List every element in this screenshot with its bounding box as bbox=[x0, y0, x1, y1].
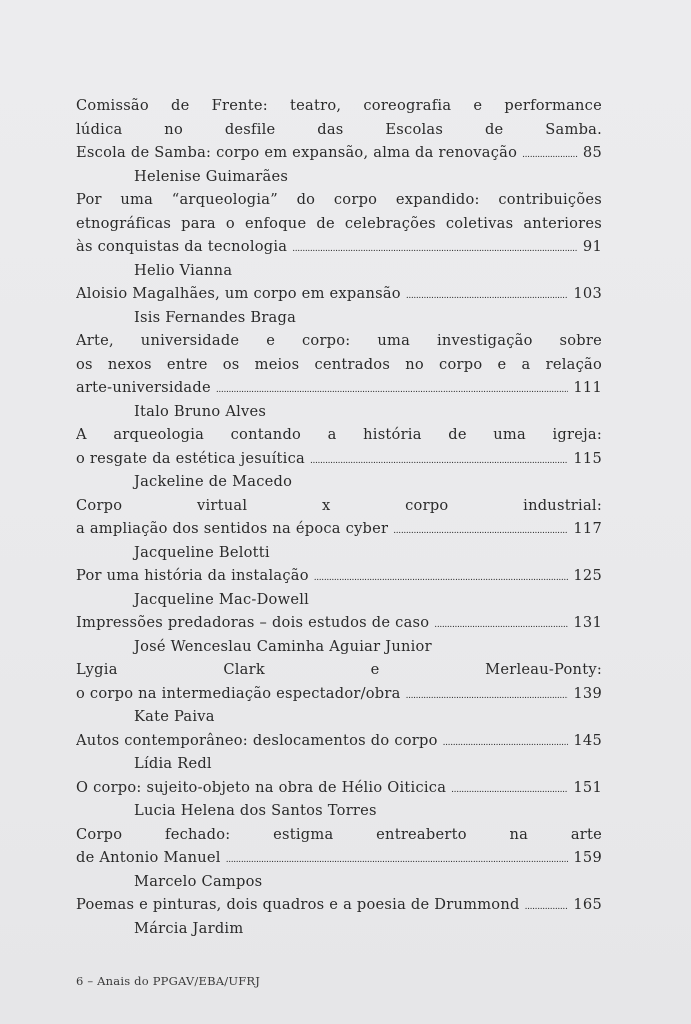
page-number: 159 bbox=[573, 849, 602, 866]
toc-title-line: A arqueologia contando a história de uma igreja: bbox=[76, 426, 602, 443]
toc-title-line: Arte, universidade e corpo: uma investigação sobre bbox=[76, 332, 602, 349]
toc-entry bbox=[76, 282, 602, 329]
toc-entry bbox=[76, 564, 602, 611]
toc-title-line: Comissão de Frente: teatro, coreografia e performance bbox=[76, 97, 602, 114]
dot-leader bbox=[406, 282, 569, 306]
toc-entry bbox=[76, 729, 602, 776]
toc-title-line: Lygia Clark e Merleau-Ponty: bbox=[76, 661, 602, 678]
toc-title-line: Corpo fechado: estigma entreaberto na arte bbox=[76, 825, 602, 843]
toc-entry bbox=[76, 893, 602, 940]
toc-entry bbox=[76, 329, 602, 423]
toc-title-last-line bbox=[76, 682, 602, 706]
toc-title-text: Poemas e pinturas, dois quadros e a poesia de Drummond bbox=[76, 896, 520, 913]
page-number: 139 bbox=[573, 684, 602, 702]
toc-author: Helenise Guimarães bbox=[134, 167, 289, 185]
toc-author: Jacqueline Belotti bbox=[134, 543, 270, 561]
toc-entry bbox=[76, 823, 602, 894]
toc-title-text: Por uma história da instalação bbox=[76, 567, 309, 584]
dot-leader bbox=[443, 729, 569, 753]
toc-author: Márcia Jardim bbox=[134, 919, 244, 937]
page-number: 85 bbox=[582, 144, 602, 161]
toc-author: Italo Bruno Alves bbox=[134, 402, 267, 420]
toc-entry bbox=[76, 776, 602, 823]
page-number: 151 bbox=[573, 778, 602, 796]
toc-title-last-line bbox=[76, 893, 602, 917]
page-number: 125 bbox=[573, 567, 602, 584]
toc-title-text: Escola de Samba: corpo em expansão, alma da renovação bbox=[76, 144, 518, 161]
toc-title-last-line bbox=[76, 846, 602, 870]
dot-leader bbox=[434, 611, 568, 635]
page-number: 131 bbox=[573, 614, 602, 631]
toc-author: José Wenceslau Caminha Aguiar Junior bbox=[134, 637, 432, 655]
toc-title-text: arte-universidade bbox=[76, 379, 211, 396]
dot-leader bbox=[522, 141, 578, 165]
toc-title-line: os nexos entre os meios centrados no corpo e a relação bbox=[76, 355, 602, 373]
dot-leader bbox=[406, 682, 569, 706]
dot-leader bbox=[310, 447, 568, 471]
toc-entry bbox=[76, 423, 602, 494]
toc-author: Kate Paiva bbox=[134, 708, 215, 725]
toc-title-text: O corpo: sujeito-objeto na obra de Hélio Oiticica bbox=[76, 778, 447, 796]
toc-title-text: Autos contemporâneo: deslocamentos do corpo bbox=[76, 731, 438, 749]
toc-title-last-line bbox=[76, 376, 602, 400]
page-number: 103 bbox=[573, 285, 602, 302]
dot-leader bbox=[216, 376, 569, 400]
toc-entry bbox=[76, 188, 602, 282]
dot-leader bbox=[393, 517, 568, 541]
dot-leader bbox=[314, 564, 569, 588]
toc-title-last-line bbox=[76, 282, 602, 306]
toc-author: Jackeline de Macedo bbox=[134, 473, 293, 490]
dot-leader bbox=[226, 846, 569, 870]
toc-title-line: etnográficas para o enfoque de celebrações coletivas anteriores bbox=[76, 214, 602, 232]
dot-leader bbox=[292, 235, 578, 259]
toc-author: Lídia Redl bbox=[134, 755, 212, 772]
page-number: 117 bbox=[573, 520, 602, 537]
toc-title-last-line bbox=[76, 517, 602, 541]
toc-title-last-line bbox=[76, 235, 602, 259]
toc-entry bbox=[76, 494, 602, 565]
page-number: 111 bbox=[573, 379, 602, 396]
page-number: 91 bbox=[582, 238, 602, 255]
page-footer: 6 – Anais do PPGAV/EBA/UFRJ bbox=[76, 974, 261, 988]
toc-title-text: Impressões predadoras – dois estudos de caso bbox=[76, 614, 430, 631]
toc-title-text: a ampliação dos sentidos na época cyber bbox=[76, 520, 389, 537]
toc-title-line: Corpo virtual x corpo industrial: bbox=[76, 496, 602, 514]
toc-title-text: o corpo na intermediação espectador/obra bbox=[76, 684, 401, 702]
toc-entry bbox=[76, 94, 602, 188]
toc-title-last-line bbox=[76, 776, 602, 800]
toc-title-last-line bbox=[76, 447, 602, 471]
toc-author: Isis Fernandes Braga bbox=[134, 308, 297, 326]
page-number: 115 bbox=[573, 449, 602, 467]
toc-title-text: o resgate da estética jesuítica bbox=[76, 449, 305, 467]
toc-title-text: Aloisio Magalhães, um corpo em expansão bbox=[76, 285, 401, 302]
toc-title-last-line bbox=[76, 564, 602, 588]
page-number: 165 bbox=[573, 896, 602, 913]
toc-title-text: de Antonio Manuel bbox=[76, 849, 221, 866]
toc-title-line: Por uma “arqueologia” do corpo expandido: contribuições bbox=[76, 191, 602, 208]
toc-title-last-line bbox=[76, 729, 602, 753]
dot-leader bbox=[451, 776, 568, 800]
toc-author: Lucia Helena dos Santos Torres bbox=[134, 802, 377, 819]
toc-author: Marcelo Campos bbox=[134, 872, 263, 890]
toc-title-last-line bbox=[76, 141, 602, 165]
page-number: 145 bbox=[573, 731, 602, 749]
dot-leader bbox=[525, 893, 569, 917]
toc-author: Jacqueline Mac-Dowell bbox=[134, 590, 310, 608]
toc-entry bbox=[76, 658, 602, 729]
toc-title-text: às conquistas da tecnologia bbox=[76, 238, 288, 255]
toc-author: Helio Vianna bbox=[134, 261, 233, 279]
table-of-contents bbox=[76, 94, 602, 940]
toc-entry bbox=[76, 611, 602, 658]
toc-title-last-line bbox=[76, 611, 602, 635]
toc-title-line: lúdica no desfile das Escolas de Samba. bbox=[76, 120, 602, 138]
